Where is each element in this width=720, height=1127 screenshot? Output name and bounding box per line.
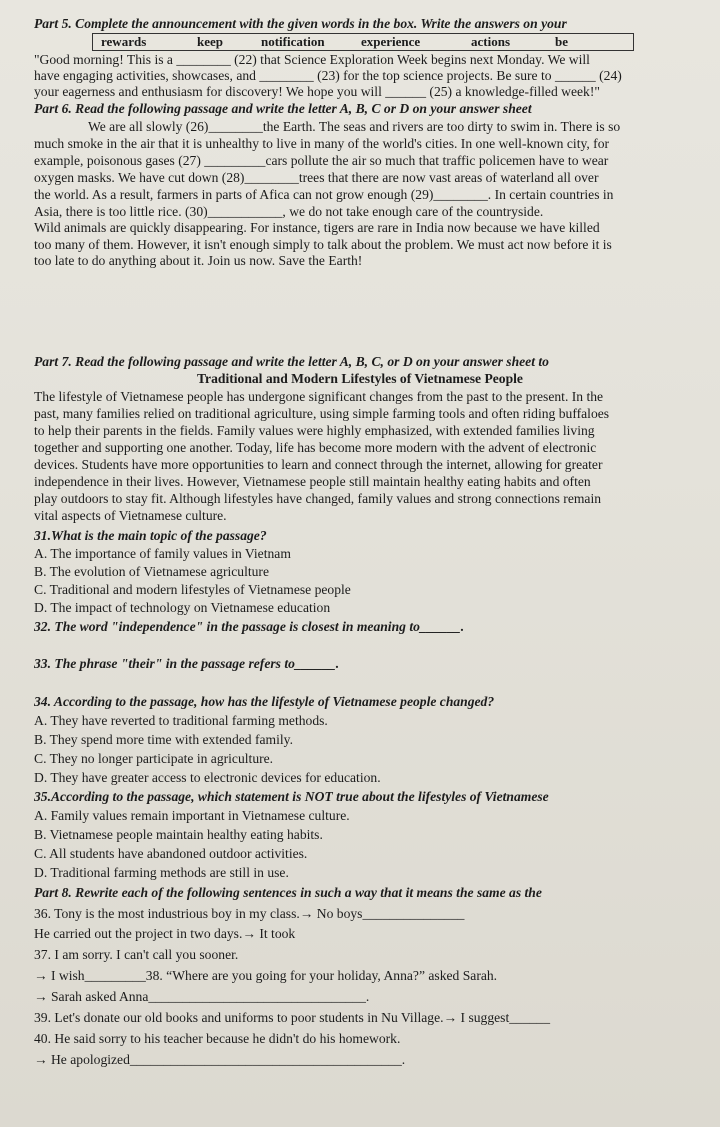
word-2: keep bbox=[197, 34, 223, 49]
option-35-a[interactable]: A. Family values remain important in Vietnamese culture. bbox=[34, 808, 350, 823]
part6-para-line: example, poisonous gases (27) _________cars pollute the air so much that traffic policemen have to wear bbox=[34, 153, 609, 168]
question-31: 31.What is the main topic of the passage? bbox=[34, 528, 267, 543]
part6-para-line: the world. As a result, farmers in parts of Afica can not grow enough (29)________. In certain countries in bbox=[34, 187, 614, 202]
part5-line-3: your eagerness and enthusiasm for discovery! We hope you will ______ (25) a knowledge-filled week!" bbox=[34, 84, 600, 99]
part6-title: Part 6. Read the following passage and write the letter A, B, C or D on your answer sheet bbox=[34, 101, 532, 116]
rewrite-line[interactable]: → Sarah asked Anna________________________________. bbox=[34, 989, 370, 1004]
part5-line-2: have engaging activities, showcases, and ________ (23) for the top science projects. Be sure to ______ (24) bbox=[34, 68, 622, 83]
rewrite-line[interactable]: 36. Tony is the most industrious boy in my class.→ No boys_______________ bbox=[34, 906, 465, 921]
rewrite-line[interactable]: → I wish_________38. “Where are you going for your holiday, Anna?” asked Sarah. bbox=[34, 968, 498, 983]
part6-para-line: We are all slowly (26)________the Earth. The seas and rivers are too dirty to swim in. There is so bbox=[88, 119, 621, 134]
part5-title: Part 5. Complete the announcement with the given words in the box. Write the answers on your bbox=[34, 16, 567, 31]
option-31-b[interactable]: B. The evolution of Vietnamese agriculture bbox=[34, 564, 269, 579]
part7-para-line: The lifestyle of Vietnamese people has undergone significant changes from the past to the present. In the bbox=[34, 389, 604, 404]
rewrite-line[interactable]: → He apologized________________________________________. bbox=[34, 1052, 406, 1067]
option-35-b[interactable]: B. Vietnamese people maintain healthy eating habits. bbox=[34, 827, 323, 842]
part7-para-line: together and supporting one another. Today, life has become more modern with the advent of electronic bbox=[34, 440, 597, 455]
rewrite-line: 37. I am sorry. I can't call you sooner. bbox=[34, 947, 239, 962]
option-31-c[interactable]: C. Traditional and modern lifestyles of Vietnamese people bbox=[34, 582, 351, 597]
option-34-c[interactable]: C. They no longer participate in agriculture. bbox=[34, 751, 274, 766]
part6-para-line: Asia, there is too little rice. (30)___________, we do not take enough care of the countryside. bbox=[34, 204, 544, 219]
question-32: 32. The word "independence" in the passage is closest in meaning to______. bbox=[34, 619, 465, 634]
part5-line-1: "Good morning! This is a ________ (22) that Science Exploration Week begins next Monday. We will bbox=[34, 52, 590, 67]
part7-para-line: devices. Students have more opportunities to learn and connect through the internet, allowing for greater bbox=[34, 457, 603, 472]
option-34-b[interactable]: B. They spend more time with extended family. bbox=[34, 732, 293, 747]
part6-para-line: oxygen masks. We have cut down (28)________trees that there are now vast areas of waterland all over bbox=[34, 170, 599, 185]
word-6: be bbox=[555, 34, 568, 49]
option-35-c[interactable]: C. All students have abandoned outdoor activities. bbox=[34, 846, 308, 861]
word-4: experience bbox=[361, 34, 421, 49]
rewrite-line[interactable]: 39. Let's donate our old books and uniforms to poor students in Nu Village.→ I suggest______ bbox=[34, 1010, 551, 1025]
part7-para-line: past, many families relied on traditional agriculture, using simple farming tools and often riding buffaloes bbox=[34, 406, 610, 421]
passage-heading: Traditional and Modern Lifestyles of Vietnamese People bbox=[197, 371, 523, 386]
rewrite-line: 40. He said sorry to his teacher because he didn't do his homework. bbox=[34, 1031, 401, 1046]
option-31-a[interactable]: A. The importance of family values in Vietnam bbox=[34, 546, 291, 561]
part6-para-line: too many of them. However, it isn't enough simply to talk about the problem. We must act now before it is bbox=[34, 237, 612, 252]
option-34-d[interactable]: D. They have greater access to electronic devices for education. bbox=[34, 770, 381, 785]
part6-para-line: too late to do anything about it. Join us now. Save the Earth! bbox=[34, 253, 363, 268]
part6-para-line: much smoke in the air that it is unhealthy to live in many of the world's cities. In one well-known city, for bbox=[34, 136, 610, 151]
part7-para-line: independence in their lives. However, Vietnamese people still maintain healthy eating habits and often bbox=[34, 474, 591, 489]
part7-para-line: to help their parents in the fields. Family values were highly emphasized, with extended families living bbox=[34, 423, 595, 438]
option-34-a[interactable]: A. They have reverted to traditional farming methods. bbox=[34, 713, 328, 728]
question-33: 33. The phrase "their" in the passage refers to______. bbox=[34, 656, 340, 671]
part6-para-line: Wild animals are quickly disappearing. For instance, tigers are rare in India now because we have killed bbox=[34, 220, 600, 235]
part7-para-line: play outdoors to stay fit. Although lifestyles have changed, family values and strong connections remain bbox=[34, 491, 602, 506]
word-box bbox=[92, 33, 634, 51]
option-31-d[interactable]: D. The impact of technology on Vietnamese education bbox=[34, 600, 331, 615]
part8-title: Part 8. Rewrite each of the following sentences in such a way that it means the same as the bbox=[34, 885, 542, 900]
word-3: notification bbox=[261, 34, 325, 49]
word-5: actions bbox=[471, 34, 510, 49]
word-1: rewards bbox=[101, 34, 147, 49]
rewrite-line[interactable]: He carried out the project in two days.→ It took bbox=[34, 926, 296, 941]
option-35-d[interactable]: D. Traditional farming methods are still in use. bbox=[34, 865, 289, 880]
question-34: 34. According to the passage, how has the lifestyle of Vietnamese people changed? bbox=[34, 694, 495, 709]
part7-title: Part 7. Read the following passage and write the letter A, B, C, or D on your answer sheet to bbox=[34, 354, 549, 369]
part7-para-line: vital aspects of Vietnamese culture. bbox=[34, 508, 227, 523]
question-35: 35.According to the passage, which statement is NOT true about the lifestyles of Vietnamese bbox=[34, 789, 549, 804]
